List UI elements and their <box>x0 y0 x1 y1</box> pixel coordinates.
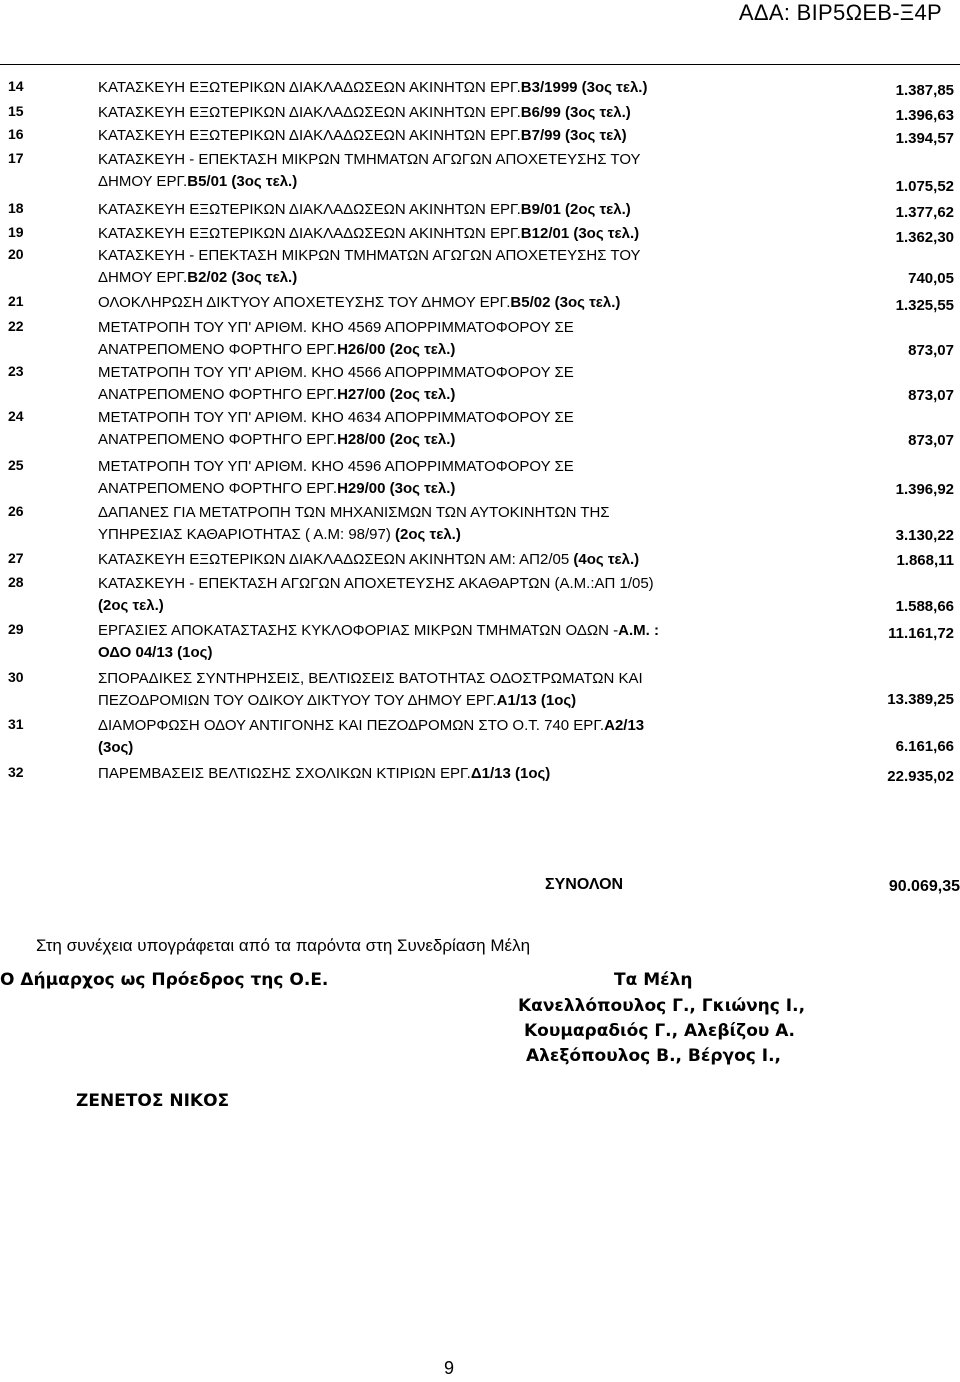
row-number: 29 <box>8 621 24 637</box>
row-amount: 873,07 <box>908 432 954 449</box>
row-amount: 740,05 <box>908 270 954 287</box>
row-amount: 1.362,30 <box>895 229 954 246</box>
table-row <box>0 224 960 246</box>
row-description <box>98 363 848 407</box>
description-text: ΑΝΑΤΡΕΠΟΜΕΝΟ ΦΟΡΤΗΓΟ ΕΡΓ. <box>98 480 338 497</box>
table-row <box>0 669 960 713</box>
row-description <box>98 150 848 194</box>
description-line <box>98 172 848 194</box>
member-line: Αλεξόπουλος Β., Βέργος Ι., <box>526 1046 782 1066</box>
work-code: ΟΔΟ 04/13 (1ος) <box>98 644 213 661</box>
description-line <box>98 408 848 430</box>
description-text: ΜΕΤΑΤΡΟΠΗ ΤΟΥ ΥΠ' ΑΡΙΘΜ. ΚΗΟ 4634 ΑΠΟΡΡΙΜΜΑΤΟΦΟΡΟΥ ΣΕ <box>98 409 574 426</box>
description-text: ΟΛΟΚΛΗΡΩΣΗ ΔΙΚΤΥΟΥ ΑΠΟΧΕΤΕΥΣΗΣ ΤΟΥ ΔΗΜΟΥ ΕΡΓ. <box>98 294 511 311</box>
description-line <box>98 550 848 572</box>
description-text: ΜΕΤΑΤΡΟΠΗ ΤΟΥ ΥΠ' ΑΡΙΘΜ. ΚΗΟ 4566 ΑΠΟΡΡΙΜΜΑΤΟΦΟΡΟΥ ΣΕ <box>98 364 574 381</box>
table-row <box>0 318 960 362</box>
description-text: ΚΑΤΑΣΚΕΥΗ - ΕΠΕΚΤΑΣΗ ΜΙΚΡΩΝ ΤΜΗΜΑΤΩΝ ΑΓΩΓΩΝ ΑΠΟΧΕΤΕΥΣΗΣ ΤΟΥ <box>98 151 641 168</box>
work-code: (4ος τελ.) <box>573 551 640 568</box>
row-description <box>98 103 848 125</box>
table-row <box>0 246 960 290</box>
description-text: ΔΙΑΜΟΡΦΩΣΗ ΟΔΟΥ ΑΝΤΙΓΟΝΗΣ ΚΑΙ ΠΕΖΟΔΡΟΜΩΝ ΣΤΟ Ο.Τ. 740 ΕΡΓ. <box>98 717 605 734</box>
row-number: 23 <box>8 363 24 379</box>
row-number: 31 <box>8 716 24 732</box>
row-amount: 1.588,66 <box>895 598 954 615</box>
description-line <box>98 621 848 643</box>
row-amount: 873,07 <box>908 387 954 404</box>
row-number: 21 <box>8 293 24 309</box>
description-line <box>98 293 848 315</box>
row-description <box>98 246 848 290</box>
mayor-name: ΖΕΝΕΤΟΣ ΝΙΚΟΣ <box>76 1091 230 1111</box>
description-line <box>98 268 848 290</box>
description-line <box>98 738 848 760</box>
work-code: Β5/01 (3ος τελ.) <box>187 173 298 190</box>
row-number: 26 <box>8 503 24 519</box>
table-row <box>0 103 960 125</box>
row-description <box>98 716 848 760</box>
description-line <box>98 430 848 452</box>
description-text: ΑΝΑΤΡΕΠΟΜΕΝΟ ΦΟΡΤΗΓΟ ΕΡΓ. <box>98 431 338 448</box>
description-text: ΔΗΜΟΥ ΕΡΓ. <box>98 173 188 190</box>
table-row <box>0 293 960 315</box>
work-code: Η26/00 (2ος τελ.) <box>337 341 456 358</box>
work-code: Δ1/13 (1ος) <box>470 765 551 782</box>
row-number: 20 <box>8 246 24 262</box>
row-description <box>98 200 848 222</box>
description-text: ΜΕΤΑΤΡΟΠΗ ΤΟΥ ΥΠ' ΑΡΙΘΜ. ΚΗΟ 4596 ΑΠΟΡΡΙΜΜΑΤΟΦΟΡΟΥ ΣΕ <box>98 458 574 475</box>
description-line <box>98 78 848 100</box>
work-code: Β6/99 (3ος τελ.) <box>520 104 631 121</box>
description-text: ΣΠΟΡΑΔΙΚΕΣ ΣΥΝΤΗΡΗΣΕΙΣ, ΒΕΛΤΙΩΣΕΙΣ ΒΑΤΟΤΗΤΑΣ ΟΔΟΣΤΡΩΜΑΤΩΝ ΚΑΙ <box>98 670 643 687</box>
work-code: Β3/1999 (3ος τελ.) <box>520 79 648 96</box>
row-number: 32 <box>8 764 24 780</box>
table-row <box>0 126 960 148</box>
row-number: 24 <box>8 408 24 424</box>
top-rule <box>0 64 960 65</box>
description-line <box>98 246 848 268</box>
row-number: 18 <box>8 200 24 216</box>
description-line <box>98 716 848 738</box>
row-description <box>98 503 848 547</box>
row-description <box>98 669 848 713</box>
row-description <box>98 293 848 315</box>
row-description <box>98 408 848 452</box>
row-amount: 3.130,22 <box>895 527 954 544</box>
row-number: 30 <box>8 669 24 685</box>
member-line: Κουμαραδιός Γ., Αλεβίζου Α. <box>524 1021 795 1041</box>
row-description <box>98 126 848 148</box>
description-line <box>98 691 848 713</box>
table-row <box>0 408 960 452</box>
work-code: Η27/00 (2ος τελ.) <box>337 386 456 403</box>
work-code: Α1/13 (1ος) <box>496 692 577 709</box>
description-line <box>98 103 848 125</box>
work-code: Β5/02 (3ος τελ.) <box>510 294 621 311</box>
table-row <box>0 363 960 407</box>
row-description <box>98 550 848 572</box>
row-amount: 11.161,72 <box>888 625 954 642</box>
description-text: ΠΕΖΟΔΡΟΜΙΩΝ ΤΟΥ ΟΔΙΚΟΥ ΔΙΚΤΥΟΥ ΤΟΥ ΔΗΜΟΥ ΕΡΓ. <box>98 692 497 709</box>
description-text: ΚΑΤΑΣΚΕΥΗ ΕΞΩΤΕΡΙΚΩΝ ΔΙΑΚΛΑΔΩΣΕΩΝ ΑΚΙΝΗΤΩΝ ΕΡΓ. <box>98 127 521 144</box>
description-line <box>98 200 848 222</box>
description-text: ΜΕΤΑΤΡΟΠΗ ΤΟΥ ΥΠ' ΑΡΙΘΜ. ΚΗΟ 4569 ΑΠΟΡΡΙΜΜΑΤΟΦΟΡΟΥ ΣΕ <box>98 319 574 336</box>
description-text: ΚΑΤΑΣΚΕΥΗ ΕΞΩΤΕΡΙΚΩΝ ΔΙΑΚΛΑΔΩΣΕΩΝ ΑΚΙΝΗΤΩΝ ΑΜ: ΑΠ2/05 <box>98 551 574 568</box>
row-number: 27 <box>8 550 24 566</box>
page-number: 9 <box>444 1358 455 1378</box>
description-text: ΔΗΜΟΥ ΕΡΓ. <box>98 269 188 286</box>
row-amount: 22.935,02 <box>887 768 954 785</box>
work-code: (2ος τελ.) <box>395 526 461 543</box>
table-row <box>0 716 960 760</box>
mayor-label: Ο Δήμαρχος ως Πρόεδρος της Ο.Ε. <box>0 970 329 990</box>
description-text: ΑΝΑΤΡΕΠΟΜΕΝΟ ΦΟΡΤΗΓΟ ΕΡΓ. <box>98 341 338 358</box>
description-line <box>98 669 848 691</box>
row-description <box>98 764 848 786</box>
work-code: (2ος τελ.) <box>98 597 164 614</box>
description-text: ΚΑΤΑΣΚΕΥΗ ΕΞΩΤΕΡΙΚΩΝ ΔΙΑΚΛΑΔΩΣΕΩΝ ΑΚΙΝΗΤΩΝ ΕΡΓ. <box>98 79 521 96</box>
description-line <box>98 764 848 786</box>
description-text: ΑΝΑΤΡΕΠΟΜΕΝΟ ΦΟΡΤΗΓΟ ΕΡΓ. <box>98 386 338 403</box>
work-code: Α2/13 <box>604 717 645 734</box>
work-code: Β9/01 (2ος τελ.) <box>520 201 631 218</box>
description-line <box>98 596 848 618</box>
row-number: 16 <box>8 126 24 142</box>
row-number: 28 <box>8 574 24 590</box>
row-description <box>98 621 848 665</box>
table-row <box>0 150 960 194</box>
row-number: 22 <box>8 318 24 334</box>
work-code: Η28/00 (2ος τελ.) <box>337 431 456 448</box>
row-amount: 1.325,55 <box>895 297 954 314</box>
description-line <box>98 574 848 596</box>
member-line: Κανελλόπουλος Γ., Γκιώνης Ι., <box>518 996 806 1016</box>
table-row <box>0 621 960 665</box>
row-amount: 1.075,52 <box>895 178 954 195</box>
table-row <box>0 550 960 572</box>
description-text: ΔΑΠΑΝΕΣ ΓΙΑ ΜΕΤΑΤΡΟΠΗ ΤΩΝ ΜΗΧΑΝΙΣΜΩΝ ΤΩΝ ΑΥΤΟΚΙΝΗΤΩΝ ΤΗΣ <box>98 504 610 521</box>
row-description <box>98 224 848 246</box>
description-line <box>98 503 848 525</box>
row-number: 15 <box>8 103 24 119</box>
table-row <box>0 200 960 222</box>
row-amount: 873,07 <box>908 342 954 359</box>
table-row <box>0 457 960 501</box>
work-code: Β12/01 (3ος τελ.) <box>520 225 640 242</box>
row-amount: 1.396,63 <box>895 107 954 124</box>
work-code: (3ος) <box>98 739 134 756</box>
description-text: ΚΑΤΑΣΚΕΥΗ ΕΞΩΤΕΡΙΚΩΝ ΔΙΑΚΛΑΔΩΣΕΩΝ ΑΚΙΝΗΤΩΝ ΕΡΓ. <box>98 225 521 242</box>
row-amount: 1.377,62 <box>895 204 954 221</box>
work-code: Β7/99 (3ος τελ) <box>520 127 627 144</box>
description-line <box>98 525 848 547</box>
description-text: ΠΑΡΕΜΒΑΣΕΙΣ ΒΕΛΤΙΩΣΗΣ ΣΧΟΛΙΚΩΝ ΚΤΙΡΙΩΝ ΕΡΓ. <box>98 765 471 782</box>
work-code: Η29/00 (3ος τελ.) <box>337 480 456 497</box>
description-text: ΕΡΓΑΣΙΕΣ ΑΠΟΚΑΤΑΣΤΑΣΗΣ ΚΥΚΛΟΦΟΡΙΑΣ ΜΙΚΡΩΝ ΤΜΗΜΑΤΩΝ ΟΔΩΝ - <box>98 622 619 639</box>
row-amount: 1.396,92 <box>895 481 954 498</box>
row-number: 19 <box>8 224 24 240</box>
row-amount: 1.394,57 <box>895 130 954 147</box>
total-label: ΣΥΝΟΛΟΝ <box>545 876 624 893</box>
description-line <box>98 457 848 479</box>
description-line <box>98 643 848 665</box>
row-number: 17 <box>8 150 24 166</box>
total-amount: 90.069,35 <box>888 878 960 895</box>
description-text: ΥΠΗΡΕΣΙΑΣ ΚΑΘΑΡΙΟΤΗΤΑΣ ( Α.Μ: 98/97) <box>98 526 396 543</box>
work-code: Β2/02 (3ος τελ.) <box>187 269 298 286</box>
description-line <box>98 340 848 362</box>
row-number: 14 <box>8 78 24 94</box>
ada-code: ΑΔΑ: ΒΙΡ5ΩΕΒ-Ξ4Ρ <box>738 0 942 25</box>
description-text: ΚΑΤΑΣΚΕΥΗ - ΕΠΕΚΤΑΣΗ ΜΙΚΡΩΝ ΤΜΗΜΑΤΩΝ ΑΓΩΓΩΝ ΑΠΟΧΕΤΕΥΣΗΣ ΤΟΥ <box>98 247 641 264</box>
description-line <box>98 318 848 340</box>
description-line <box>98 224 848 246</box>
description-line <box>98 479 848 501</box>
description-text: ΚΑΤΑΣΚΕΥΗ ΕΞΩΤΕΡΙΚΩΝ ΔΙΑΚΛΑΔΩΣΕΩΝ ΑΚΙΝΗΤΩΝ ΕΡΓ. <box>98 104 521 121</box>
members-title: Τα Μέλη <box>614 970 693 990</box>
row-amount: 13.389,25 <box>887 691 954 708</box>
row-description <box>98 318 848 362</box>
table-row <box>0 503 960 547</box>
row-amount: 1.868,11 <box>896 552 954 569</box>
description-text: ΚΑΤΑΣΚΕΥΗ - ΕΠΕΚΤΑΣΗ ΑΓΩΓΩΝ ΑΠΟΧΕΤΕΥΣΗΣ ΑΚΑΘΑΡΤΩΝ (Α.Μ.:ΑΠ 1/05) <box>98 575 654 592</box>
description-text: ΚΑΤΑΣΚΕΥΗ ΕΞΩΤΕΡΙΚΩΝ ΔΙΑΚΛΑΔΩΣΕΩΝ ΑΚΙΝΗΤΩΝ ΕΡΓ. <box>98 201 521 218</box>
work-code: Α.Μ. : <box>618 622 659 639</box>
row-number: 25 <box>8 457 24 473</box>
row-amount: 6.161,66 <box>895 738 954 755</box>
row-description <box>98 78 848 100</box>
table-row <box>0 78 960 100</box>
intro-text: Στη συνέχεια υπογράφεται από τα παρόντα στη Συνεδρίαση Μέλη <box>36 936 531 955</box>
table-row <box>0 574 960 618</box>
row-description <box>98 574 848 618</box>
row-amount: 1.387,85 <box>895 82 954 99</box>
description-line <box>98 126 848 148</box>
description-line <box>98 363 848 385</box>
row-description <box>98 457 848 501</box>
description-line <box>98 385 848 407</box>
description-line <box>98 150 848 172</box>
table-row <box>0 764 960 786</box>
